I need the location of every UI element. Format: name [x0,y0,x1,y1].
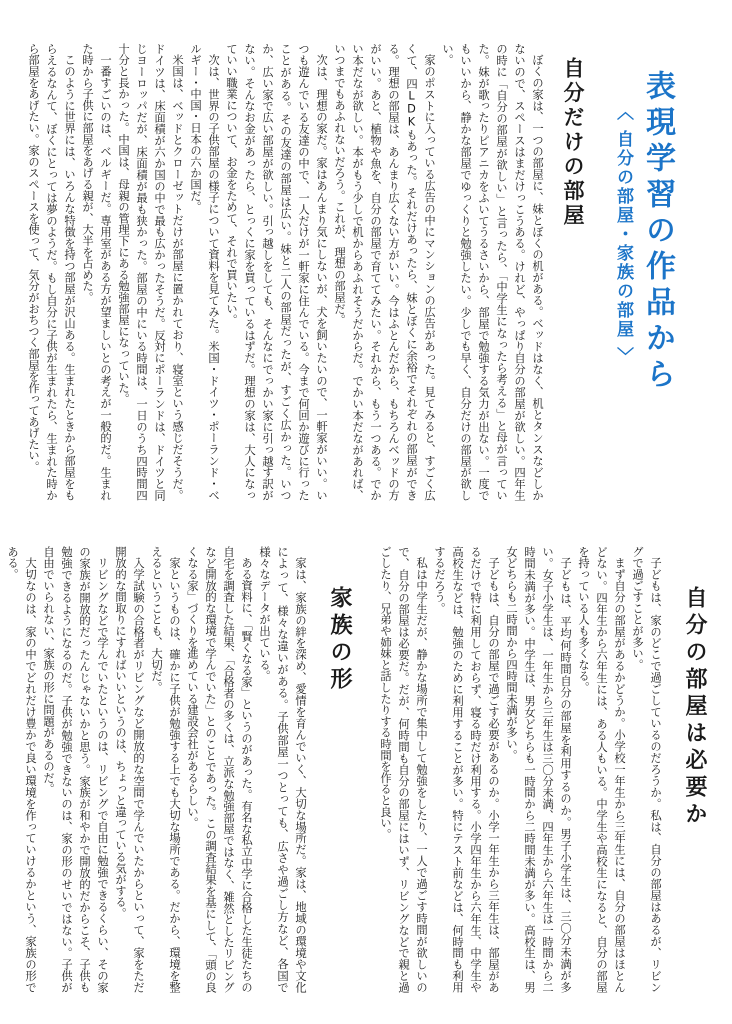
paragraph: 次は、世界の子供部屋の様子について資料を見てみた。米国・ドイツ・ポーランド・ベルギー・中国・日本の六か国だ。 [189,43,220,501]
section-heading-own-room: 自分だけの部屋 [561,57,585,229]
section-room-necessary [376,546,710,993]
page-title: 表現学習の作品から [640,70,675,394]
paragraph: 私は中学生だが、静かな場所で集中して勉強をしたり、一人で過ごす時間が欲しいので、自分の部屋は必要だ。だが、何時間も自分の部屋にはいず、リビングなどで親と過ごしたり、兄弟や姉妹と話したりする時間を作ると良い。 [379,546,428,993]
paragraph: ある資料に、「賢くなる家」というのがあった。有名な私立中学に合格した生徒たちの自宅を調査した結果、「合格者の多くは、立派な勉強部屋ではなく、雑然としたリビングなど開放的な環境で学んでいた」とのことであった。この調査結果を基にして、「頭の良くなる家」づくりを進めている建設会社があるらしい。 [186,546,253,993]
paragraph: 子どもは、自分の部屋で過ごす必要があるのか。小学一年生から三年生は、部屋があるだけで特に利用しておらず、寝る時だけ利用する。小学四年生から六年生、中学生や高校生などは、勉強のために利用することが多い。特にテスト前などは、何時間も利用するだろう。 [433,546,500,993]
bottom-sections [6,546,710,993]
section-body-own-room [24,43,546,501]
section-family-shape [3,546,355,993]
paragraph: ぼくの家は、一つの部屋に、妹とぼくの机がある。ベッドはなく、机とタンスなどしかないので、スペースはまだけっこうある。けれど、やっぱり自分の部屋が欲しい。四年生の時に「自分の部屋が欲しい」と言ったら、「中学生になったら考える」と母が言っていた。妹が歌ったりピアニカをふいてうるさいから、部屋で勉強する気力が出ない。一度でもいいから、静かな部屋でゆっくりと勉強したい。少しでも早く、自分だけの部屋が欲しい。 [441,43,544,501]
paragraph: 一番すごいのは、ベルギーだ。専用室がある方が望ましいとの考えが一般的だ。生まれた時から子供に部屋をあげる親が、大半を占めた。 [81,43,112,501]
paragraph: 家のポストに入っている広告の中にマンションの広告があった。見てみると、すごく広くて、四LDKもあった。それだけあったら、妹とぼくに余裕でそれぞれの部屋ができる。理想の部屋は、あんまり広くない方がいい。今はふとんだから、もちろんベッドの方がいい。あと、植物や魚を、自分の部屋で育ててみたい。それから、もう一つある。でかい本だなが欲しい。本がもう少しで机からあふれそうだからだ。でかい本だながあれば、いつまでもあふれないだろう。これが、理想の部屋だ。 [333,43,436,501]
paragraph: 大切なのは、家の中でどれだけ豊かで良い環境を作っていけるかという、家族の形である。 [6,546,37,993]
paragraph: 次は、理想の家だ。家はあんまり気にしないが、犬を飼いたいので、一軒家がいい。いつも遊んでいる友達の中で、一人だけが一軒家に住んでいる。今まで何回か遊びに行ったことがある。その友達の部屋は広い。妹と二人の部屋だったが、すごく広かった。いつか、広い家で広い部屋が欲しい。引っ越しをしても、そんなにでっかい家に引っ越す訳がない。そんなお金があったら、とっくに家を買っているはずだ。理想の家は、大人になっていい職業について、お金をためて、それで買いたい。 [225,43,328,501]
section-own-room [24,43,681,501]
page-subtitle: 〈 自分の部屋・家族の部屋 〉 [613,103,633,366]
document-title-block [611,43,681,501]
paragraph: 家というものは、確かに子供が勉強する上でも大切な場所である。だから、環境を整えるということも、大切だ。 [150,546,181,993]
paragraph: このように世界には、いろんな特徴を持つ部屋が沢山ある。生まれたときから部屋をもらえるなんて、ぼくにとっては夢のようだ。もし自分に子供が生まれたら、生まれた時から部屋をあげたい。家のスペースを使って、気分がおちつく部屋を作ってあげたい。 [27,43,76,501]
paragraph: 入学試験の合格者がリビングなど開放的な空間で学んでいたからといって、家をただ開放的な間取りにすればいいというのは、ちょっと違っている気がする。 [114,546,145,993]
section-heading-family-shape: 家族の形 [327,586,352,694]
section-body-room-necessary [376,546,664,993]
paragraph: リビングなどで学んでいたというのは、リビングで自由に勉強できるくらい、その家の家族が開放的だったんじゃないかと思う。家族が和やかで開放的だからこそ、子供も勉強できるようになるのだ。子供が勉強できないのは、家の形のせいではない。子供が自由でいられない、家族の形に問題があるのだ。 [42,546,109,993]
section-body-family-shape [3,546,309,993]
paragraph: まず自分の部屋があるかどうか。小学校一年生から三年生には、自分の部屋はほとんどない。四年生から六年生には、ある人もいる。中学生や高校生になると、自分の部屋を持っている人も多くなる。 [577,546,626,993]
paragraph: 家は、家族の絆を深め、愛情を育んでいく、大切な場所だ。家は、地域の環境や文化によって、様々な違いがある。子供部屋一つとっても、広さや過ごし方など、各国で様々なデータが出ている。 [258,546,307,993]
paragraph: 子どもは、平均何時間自分の部屋を利用するのか。男子小学生は、三〇分未満が多い。女子小学生は、一年生から三年生は三〇分未満、四年生から六年生は一時間から二時間未満が多い。中学生は、男女どちらも一時間から二時間未満が多い。高校生は、男女どちらも二時間から四時間未満が多い。 [505,546,572,993]
section-heading-room-necessary: 自分の部屋は必要か [682,586,707,829]
paragraph: 米国は、ベッドとクローゼットだけが部屋に置かれており、寝室という感じだそうだ。ドイツは、床面積が六か国の中で最も広かったそうだ。反対にポーランドは、ドイツと同じヨーロッパだが、床面積が最も狭かった。部屋の中にいる時間は、一日のうち四時間四十分と長かった。中国は、母親の管理下にある勉強部屋になっていた。 [117,43,184,501]
paragraph: 子どもは、家のどこで過ごしているのだろうか。私は、自分の部屋はあるが、リビングで過ごすことが多い。 [631,546,662,993]
